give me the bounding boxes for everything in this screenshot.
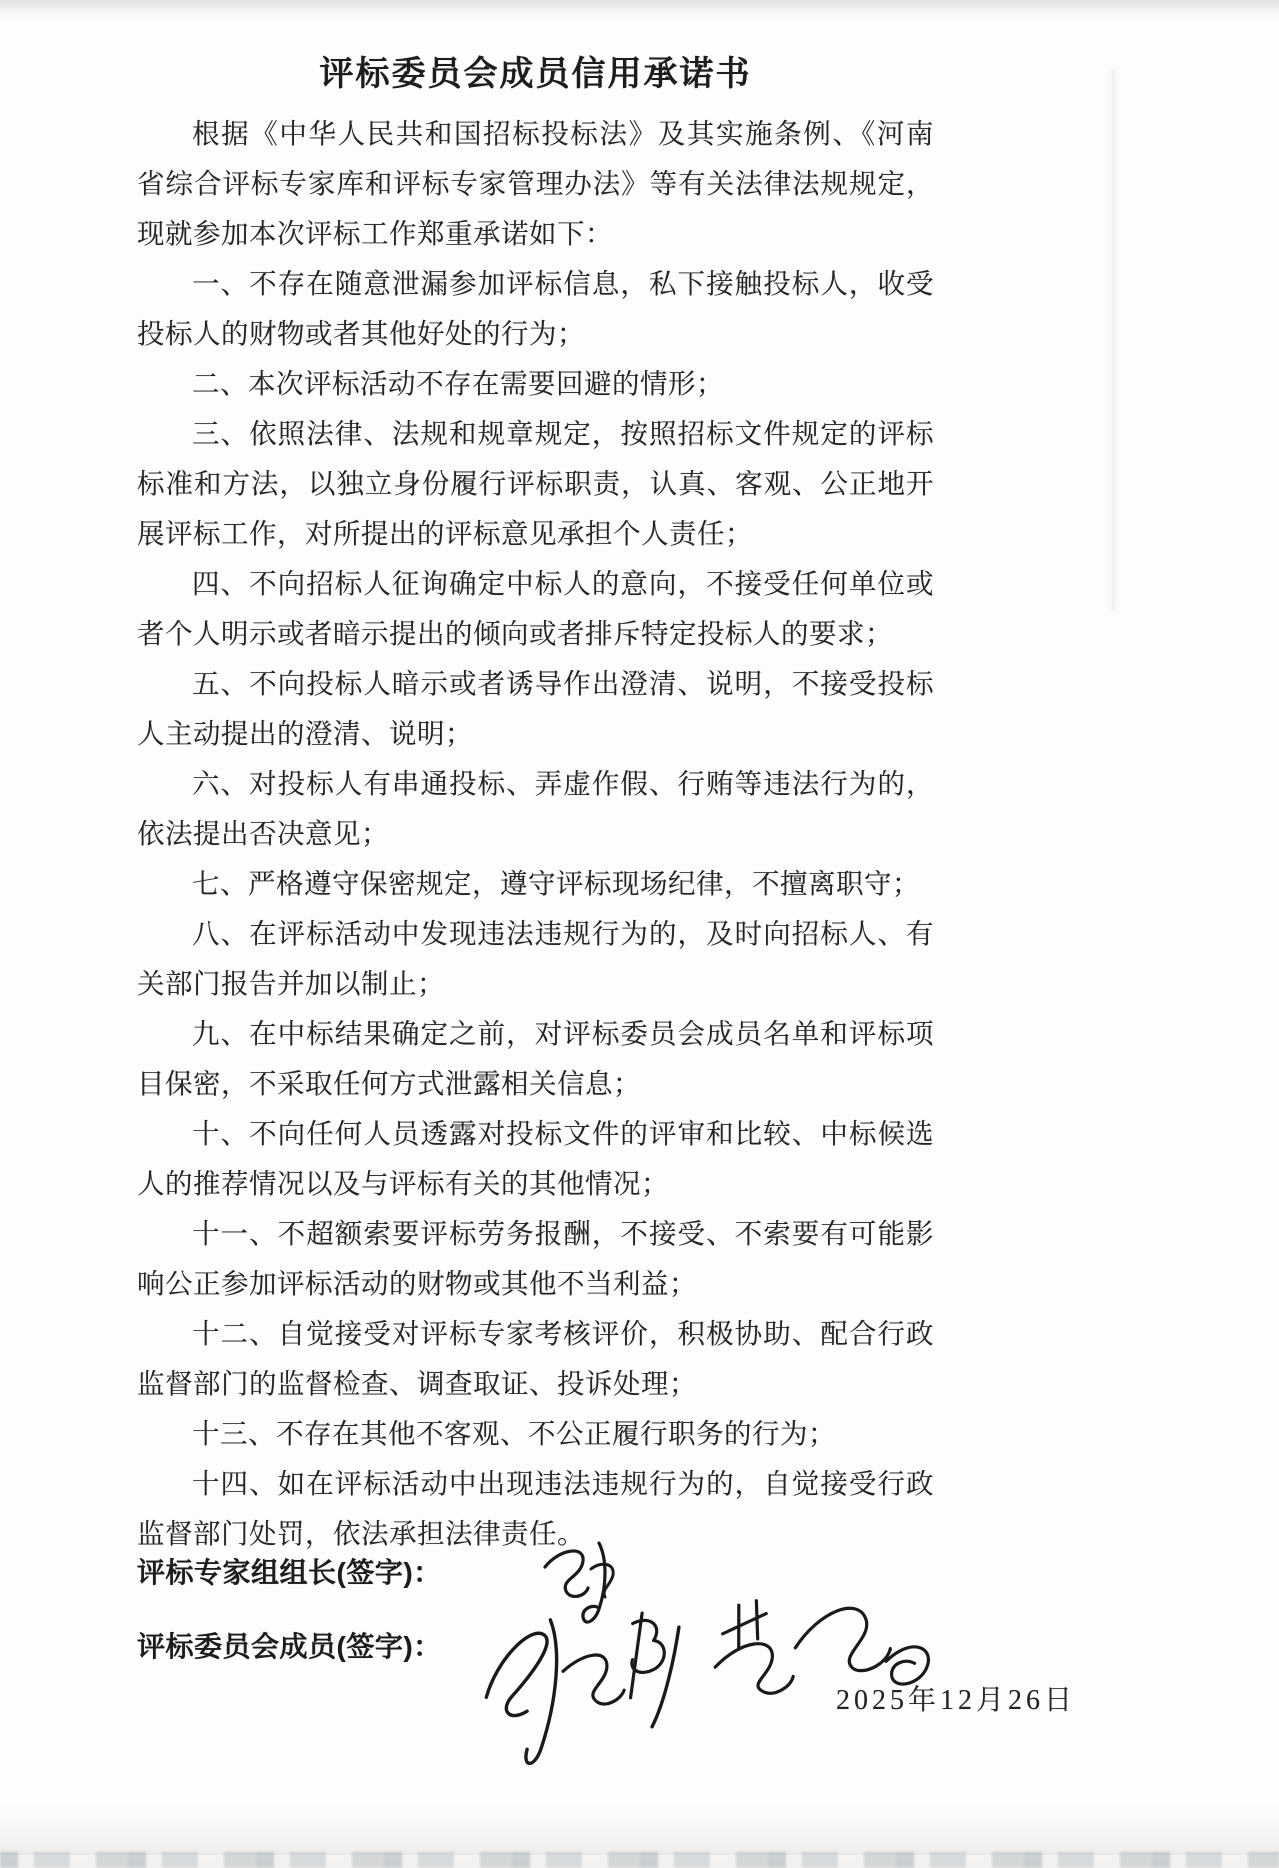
commitment-item-11: 十一、不超额索要评标劳务报酬，不接受、不索要有可能影响公正参加评标活动的财物或其他不当利益；	[137, 1218, 934, 1299]
document-date: 2025年12月26日	[836, 1685, 1077, 1716]
commitment-item-5: 五、不向投标人暗示或者诱导作出澄清、说明，不接受投标人主动提出的澄清、说明；	[137, 668, 934, 749]
committee-members-signature-label: 评标委员会成员(签字)：	[137, 1631, 442, 1662]
commitment-item-4: 四、不向招标人征询确定中标人的意向，不接受任何单位或者个人明示或者暗示提出的倾向或者排斥特定投标人的要求；	[137, 568, 934, 649]
commitment-item-12: 十二、自觉接受对评标专家考核评价，积极协助、配合行政监督部门的监督检查、调查取证、投诉处理；	[137, 1318, 934, 1399]
commitment-item-3: 三、依照法律、法规和规章规定，按照招标文件规定的评标标准和方法，以独立身份履行评标职责，认真、客观、公正地开展评标工作，对所提出的评标意见承担个人责任；	[137, 418, 934, 549]
commitment-item-13: 十三、不存在其他不客观、不公正履行职务的行为；	[192, 1418, 836, 1449]
commitment-item-6: 六、对投标人有串通投标、弄虚作假、行贿等违法行为的，依法提出否决意见；	[137, 768, 934, 849]
member-handwritten-signature-1	[463, 1590, 712, 1787]
scan-bottom-haze	[0, 1813, 1279, 1855]
commitment-item-8: 八、在评标活动中发现违法违规行为的，及时向招标人、有关部门报告并加以制止；	[137, 918, 934, 999]
commitment-item-14: 十四、如在评标活动中出现违法违规行为的，自觉接受行政监督部门处罚，依法承担法律责任。	[137, 1468, 934, 1549]
scan-top-shading	[0, 0, 1279, 14]
scan-bottom-edge-band	[0, 1852, 1279, 1868]
intro-paragraph: 根据《中华人民共和国招标投标法》及其实施条例、《河南省综合评标专家库和评标专家管理办法》等有关法律法规规定，现就参加本次评标工作郑重承诺如下：	[137, 118, 934, 249]
scan-edge-streak	[1112, 70, 1115, 610]
expert-group-leader-signature-label: 评标专家组组长(签字)：	[137, 1557, 442, 1588]
commitment-item-2: 二、本次评标活动不存在需要回避的情形；	[192, 368, 724, 399]
commitment-item-9: 九、在中标结果确定之前，对评标委员会成员名单和评标项目保密，不采取任何方式泄露相关信息；	[137, 1018, 934, 1099]
commitment-item-10: 十、不向任何人员透露对投标文件的评审和比较、中标候选人的推荐情况以及与评标有关的其他情况；	[137, 1118, 934, 1199]
document-body	[137, 46, 934, 1559]
commitment-item-7: 七、严格遵守保密规定，遵守评标现场纪律，不擅离职守；	[192, 868, 920, 899]
commitment-item-1: 一、不存在随意泄漏参加评标信息，私下接触投标人，收受投标人的财物或者其他好处的行为；	[137, 268, 934, 349]
document-title: 评标委员会成员信用承诺书	[319, 56, 752, 93]
